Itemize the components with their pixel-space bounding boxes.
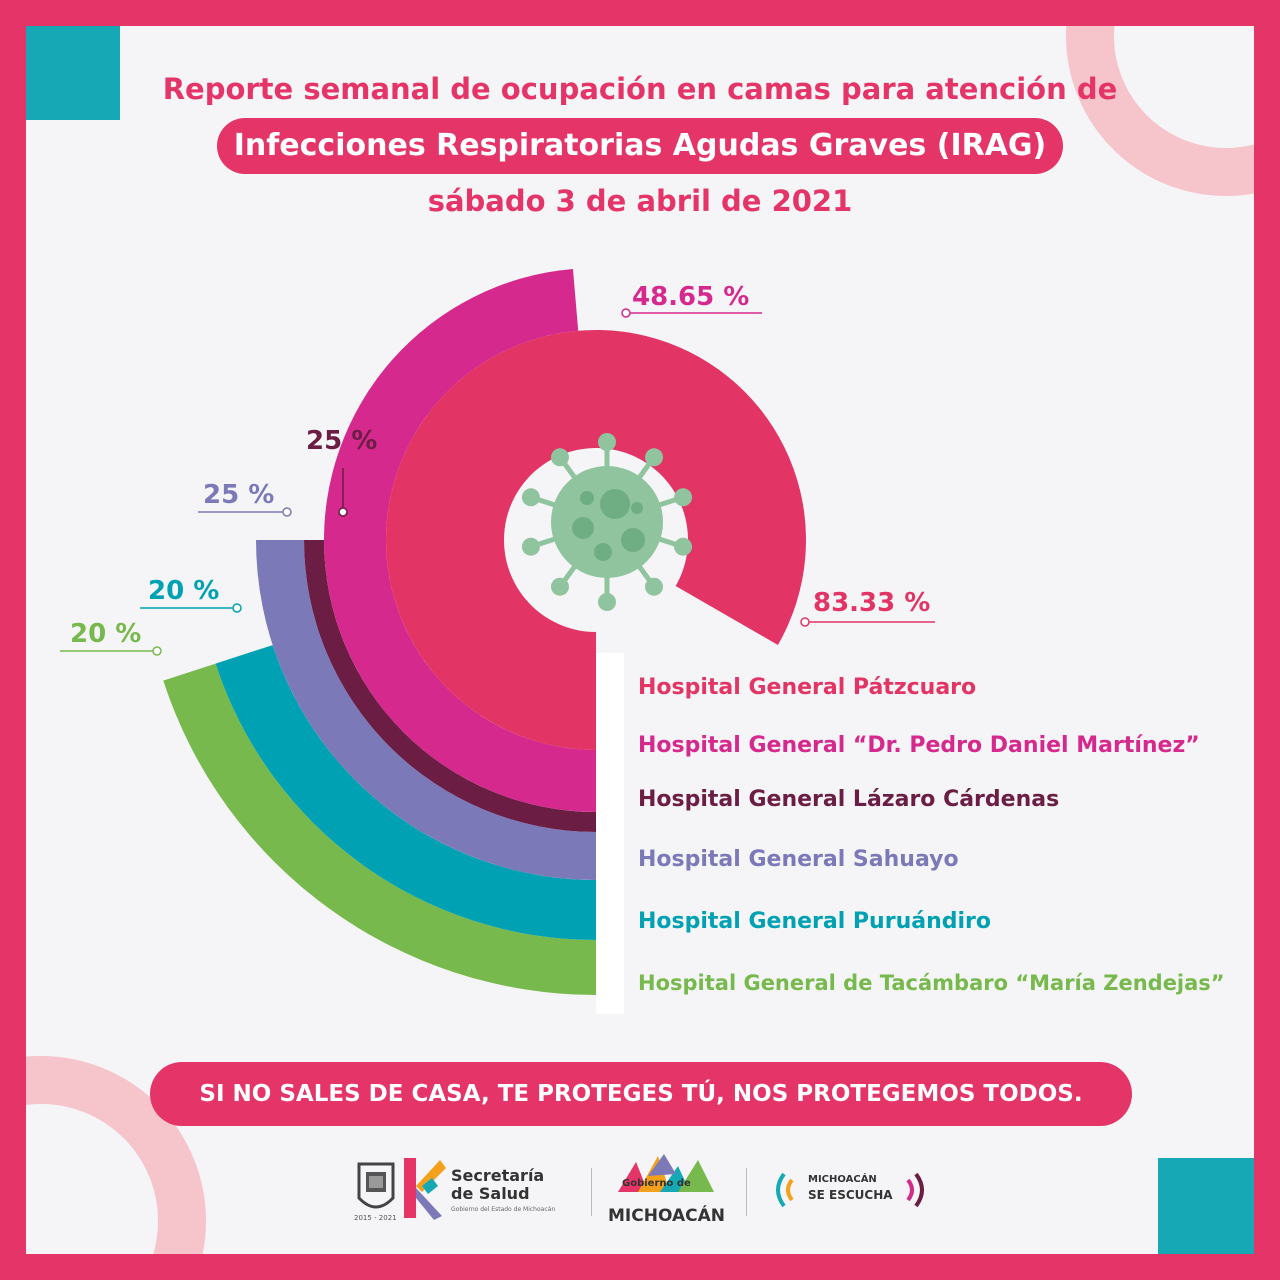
leader-dot-sahuayo <box>283 508 291 516</box>
legend-label-pedro-daniel: Hospital General “Dr. Pedro Daniel Martínez” <box>638 733 1200 758</box>
virus-spot <box>600 489 630 519</box>
escucha-line1: MICHOACÁN <box>808 1174 877 1185</box>
virus-spike-tip <box>551 448 569 466</box>
legend-separator <box>596 713 624 770</box>
report-subject: Infecciones Respiratorias Agudas Graves (IRAG) <box>217 118 1063 174</box>
report-date: sábado 3 de abril de 2021 <box>427 184 853 218</box>
value-label-pátzcuaro: 83.33 % <box>813 588 931 618</box>
michoacan-mark-icon <box>618 1152 718 1196</box>
value-label-lazaro-cardenas: 25 % <box>306 426 378 456</box>
legend-label-tacambaro: Hospital General de Tacámbaro “María Zendejas” <box>638 971 1225 995</box>
legend-separator <box>596 653 624 715</box>
salud-title-line1: Secretaría <box>451 1166 545 1185</box>
salud-subtitle: Gobierno del Estado de Michoacán <box>451 1206 556 1213</box>
value-label-sahuayo: 25 % <box>203 480 275 510</box>
gobierno-de-label: Gobierno de <box>622 1178 691 1189</box>
state-seal-icon <box>351 1158 401 1222</box>
salud-k-icon <box>402 1156 446 1220</box>
virus-spot <box>594 543 612 561</box>
value-label-pedro-daniel: 48.65 % <box>632 282 750 312</box>
legend-separator <box>596 953 624 1014</box>
leader-dot-tacambaro <box>153 647 161 655</box>
legend-label-patzcuaro: Hospital General Pátzcuaro <box>638 675 977 700</box>
virus-spike-tip <box>598 593 616 611</box>
value-label-puruandiro: 20 % <box>148 576 220 606</box>
virus-spike-tip <box>522 488 540 506</box>
value-label-tacambaro: 20 % <box>70 619 142 649</box>
legend-label-puruandiro: Hospital General Puruándiro <box>638 909 991 934</box>
virus-spike-tip <box>674 488 692 506</box>
slogan-banner: SI NO SALES DE CASA, TE PROTEGES TÚ, NOS PROTEGEMOS TODOS. <box>150 1062 1132 1126</box>
seal-years: 2015 - 2021 <box>354 1214 397 1222</box>
virus-spike-tip <box>551 578 569 596</box>
virus-spike-tip <box>645 448 663 466</box>
virus-spot <box>621 528 645 552</box>
escucha-line2: SE ESCUCHA <box>808 1188 893 1202</box>
virus-spike-tip <box>598 433 616 451</box>
legend-separator <box>596 768 624 830</box>
michoacan-wordmark: MICHOACÁN <box>608 1206 725 1226</box>
virus-spot <box>580 491 594 505</box>
leader-dot-lazaro-cardenas <box>339 508 347 516</box>
virus-body <box>551 466 663 578</box>
leader-dot-pedro-daniel <box>622 309 630 317</box>
divider-2 <box>746 1168 747 1216</box>
report-title: Reporte semanal de ocupación en camas para atención de <box>162 72 1118 106</box>
legend-label-lazaro-cardenas: Hospital General Lázaro Cárdenas <box>638 787 1060 812</box>
divider-1 <box>591 1168 592 1216</box>
leader-dot-puruandiro <box>233 604 241 612</box>
virus-spike-tip <box>645 578 663 596</box>
legend-separator <box>596 828 624 892</box>
virus-spot <box>572 517 594 539</box>
leader-dot-patzcuaro <box>801 618 809 626</box>
virus-spot <box>631 502 643 514</box>
virus-spike-tip <box>522 538 540 556</box>
legend-label-sahuayo: Hospital General Sahuayo <box>638 847 959 872</box>
legend-separator <box>596 890 624 955</box>
virus-spike-tip <box>674 538 692 556</box>
salud-title-line2: de Salud <box>451 1184 530 1203</box>
